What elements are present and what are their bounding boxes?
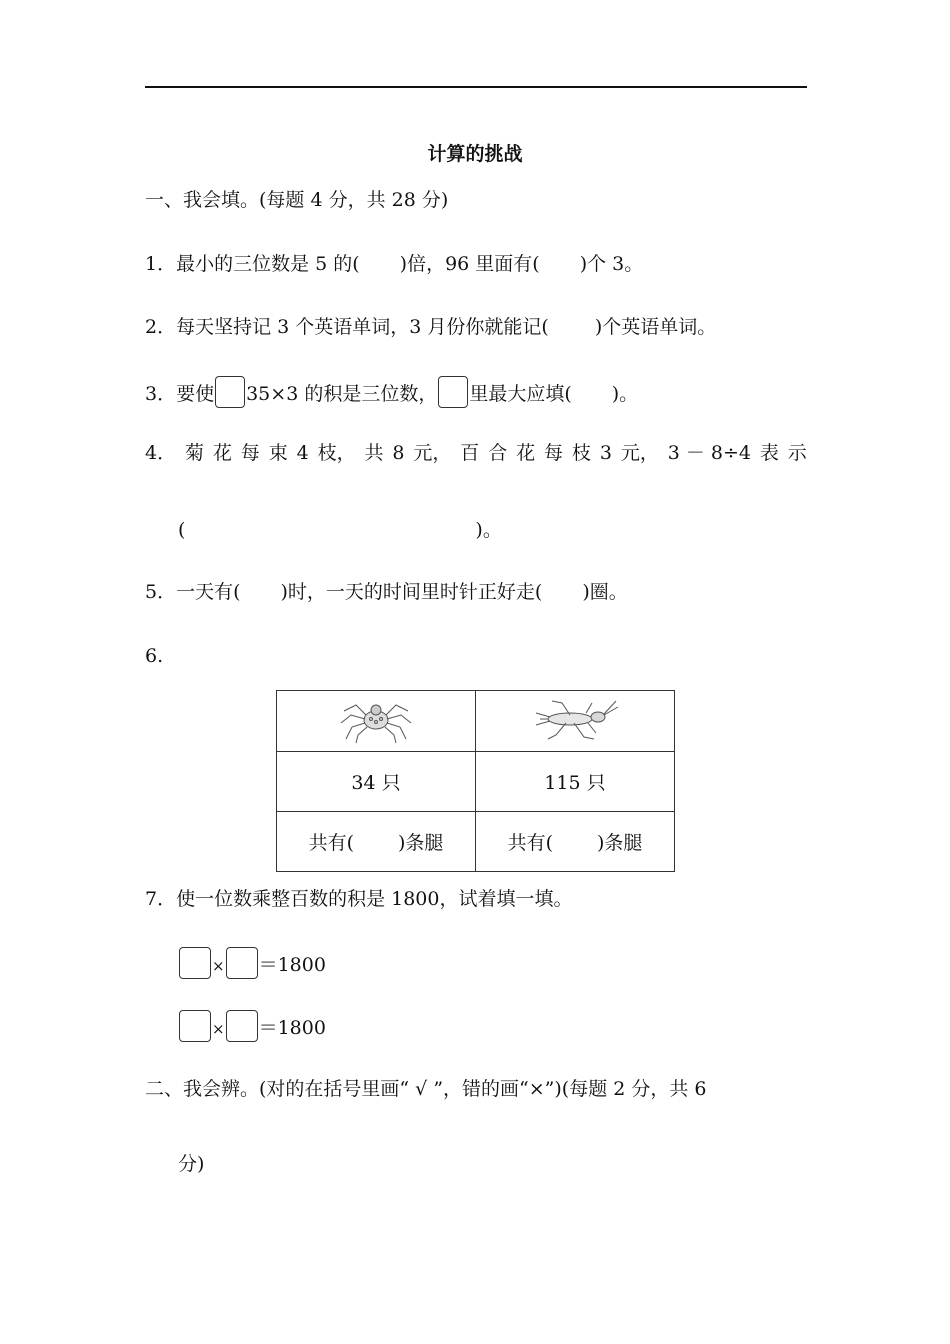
cricket-count: 115 只	[476, 752, 675, 812]
page-title: 计算的挑战	[427, 143, 523, 165]
cricket-legs-answer: 共有( )条腿	[476, 812, 675, 872]
section2-heading-cont: 分)	[178, 1153, 205, 1175]
question-4: 4． 菊 花 每 束 4 枝， 共 8 元， 百 合 花 每 枝 3 元， 3 － 8÷4 表 示	[145, 442, 807, 464]
question-5: 5．一天有( )时，一天的时间里时针正好走( )圈。	[145, 581, 628, 603]
answer-box[interactable]	[215, 376, 245, 408]
question-7-row-1: × ＝1800	[178, 947, 326, 979]
question-3: 3．要使 35×3 的积是三位数， 里最大应填( )。	[145, 376, 638, 408]
answer-box[interactable]	[438, 376, 468, 408]
answer-box[interactable]	[226, 1010, 258, 1042]
section2-heading: 二、我会辨。(对的在括号里画“ √ ”，错的画“×”)(每题 2 分，共 6	[145, 1078, 707, 1100]
top-rule	[145, 86, 807, 88]
cricket-icon	[530, 693, 620, 745]
answer-box[interactable]	[179, 1010, 211, 1042]
question-2: 2．每天坚持记 3 个英语单词，3 月份你就能记( )个英语单词。	[145, 316, 717, 338]
cricket-cell	[476, 691, 675, 752]
question-1: 1．最小的三位数是 5 的( )倍，96 里面有( )个 3。	[145, 253, 644, 275]
spider-cell	[277, 691, 476, 752]
answer-box[interactable]	[226, 947, 258, 979]
question-4-answer-line: ( )。	[178, 519, 502, 541]
question-6-table	[276, 690, 675, 872]
spider-legs-answer: 共有( )条腿	[277, 812, 476, 872]
section1-heading: 一、我会填。(每题 4 分，共 28 分)	[145, 189, 449, 211]
question-7-row-2: × ＝1800	[178, 1010, 326, 1042]
spider-count: 34 只	[277, 752, 476, 812]
spider-icon	[336, 693, 416, 745]
answer-box[interactable]	[179, 947, 211, 979]
question-7: 7．使一位数乘整百数的积是 1800，试着填一填。	[145, 888, 573, 910]
question-6-label: 6.	[145, 645, 164, 667]
